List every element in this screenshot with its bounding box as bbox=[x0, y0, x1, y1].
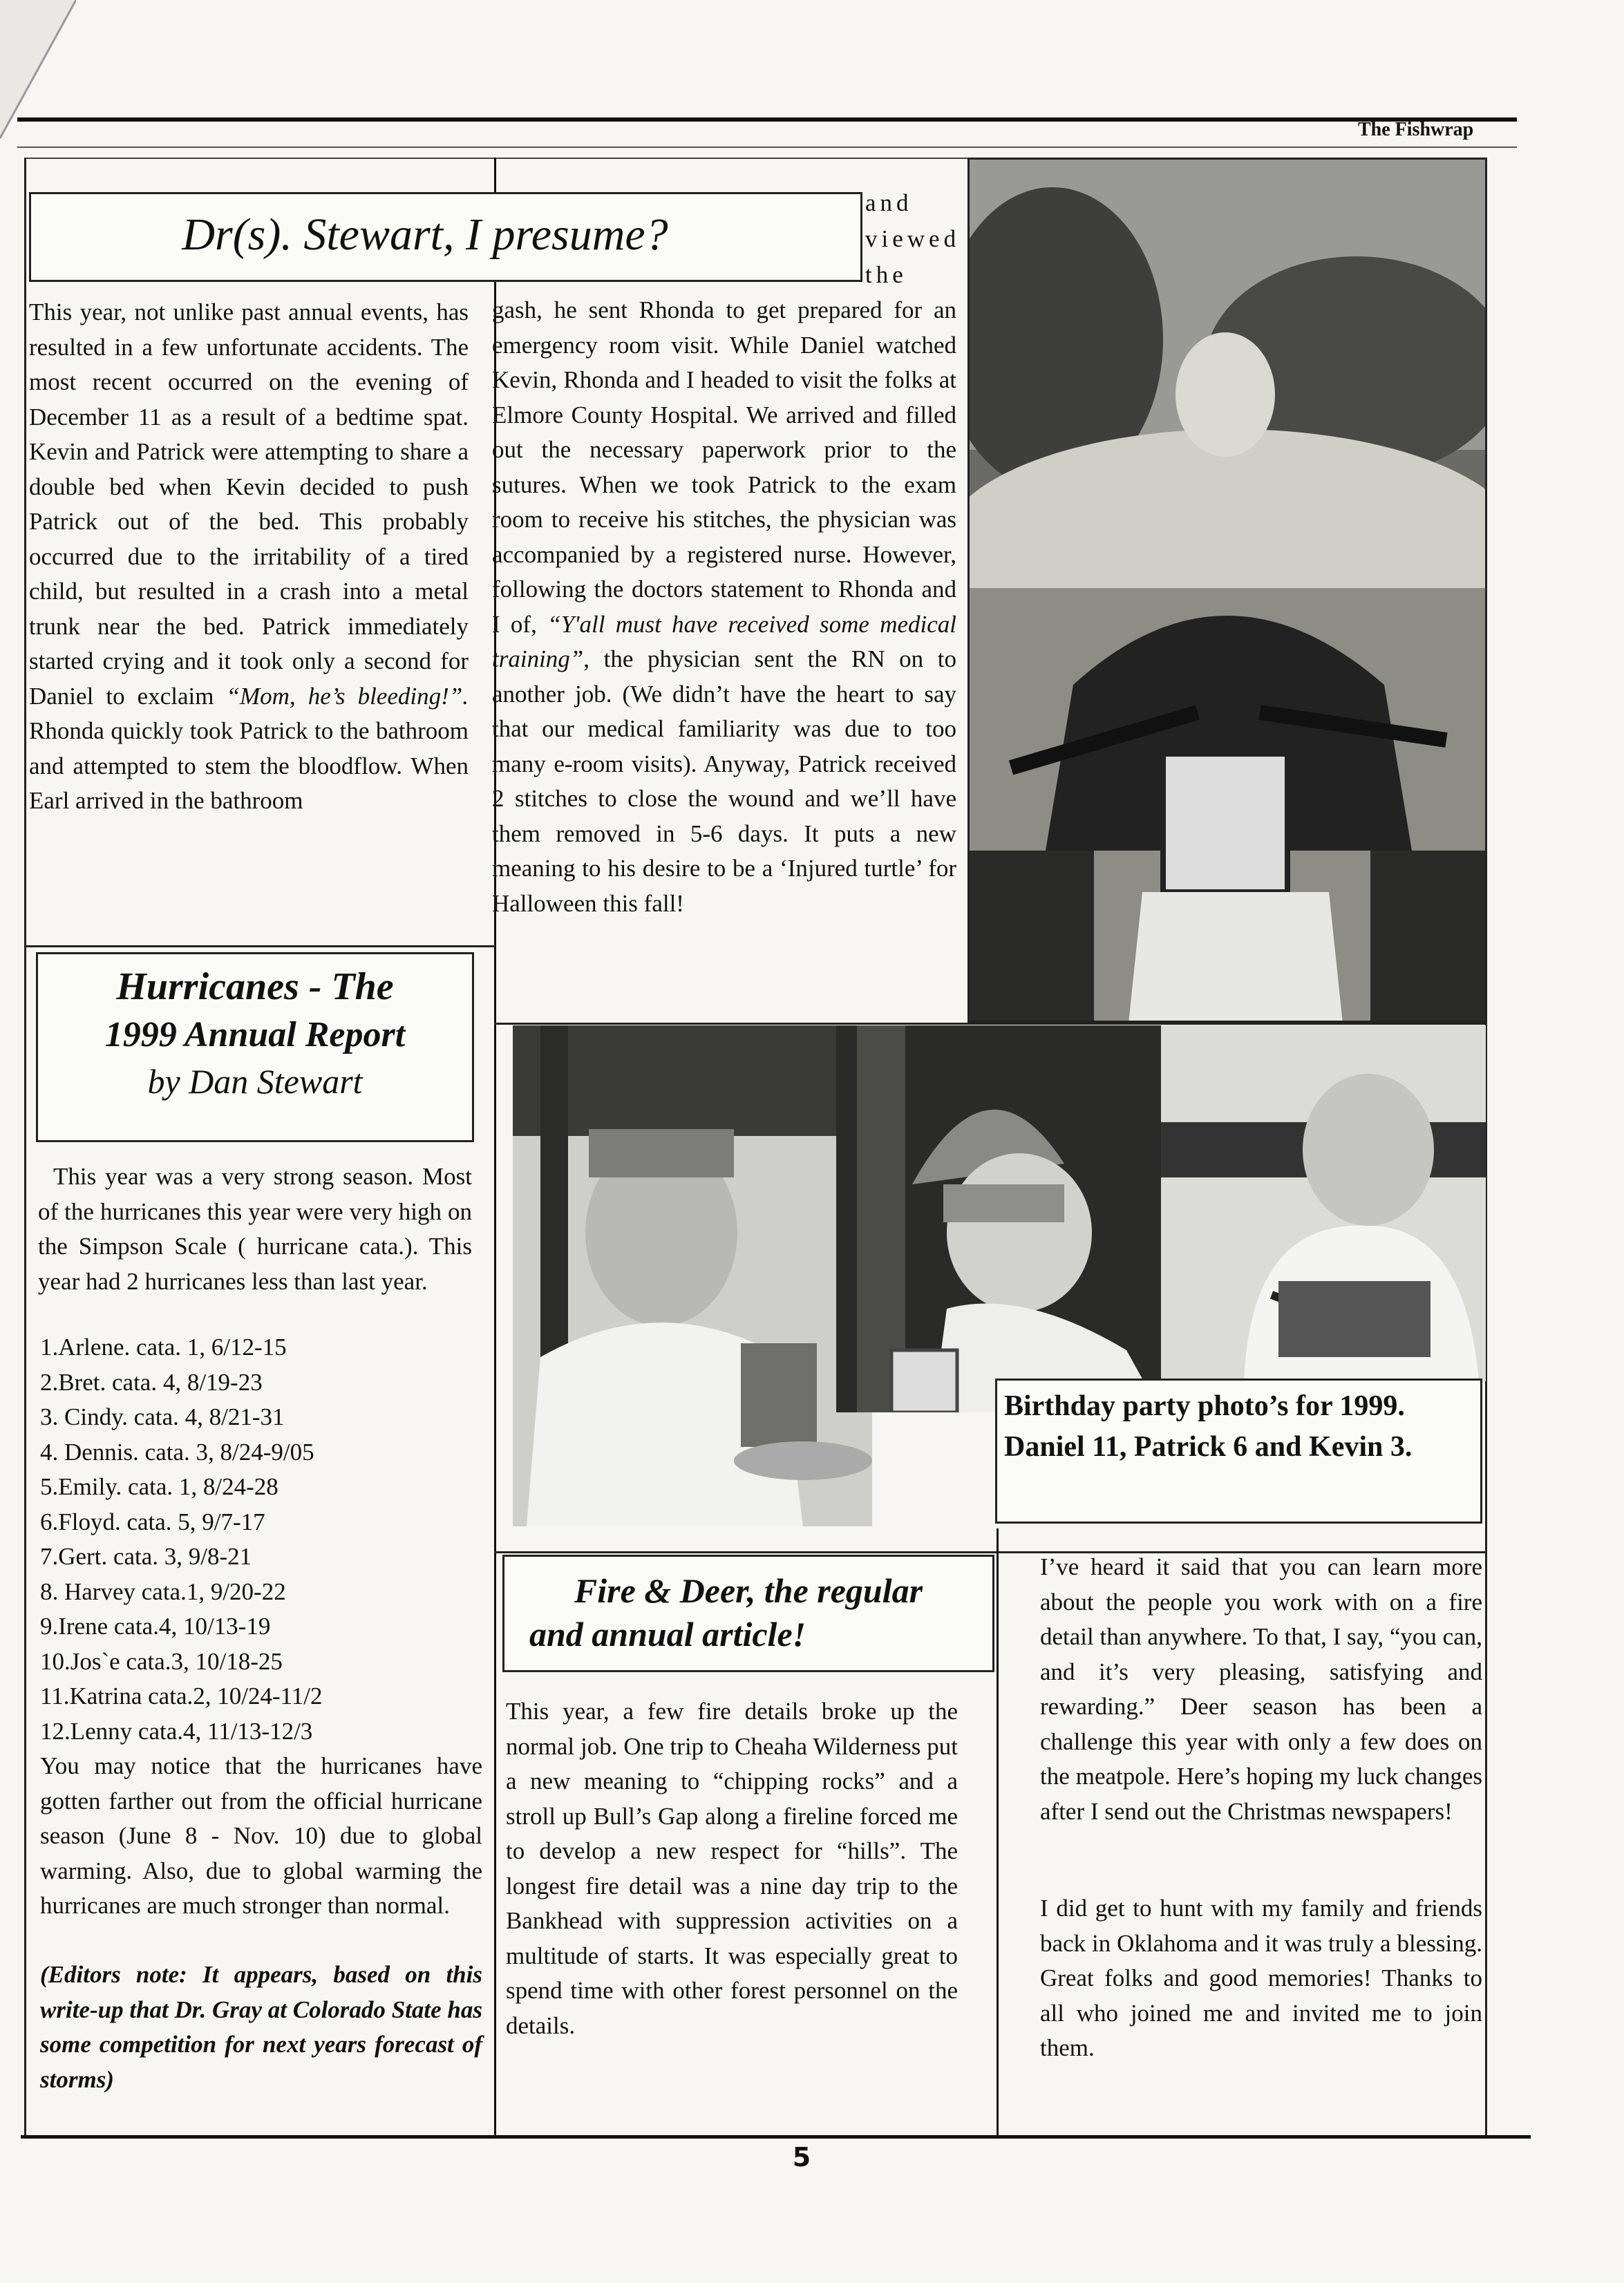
dr-article-text-2b: , the physician sent the RN on to another job. (We didn’t have the heart to say that our medical familiarity was due to too many e-room visits). Anyway, Patrick received 2 stitches to close the wound and we’ll have them removed in 5-6 days. It puts a new meaning to his desire to be a ‘Injured turtle’ for Halloween this fall! bbox=[492, 645, 956, 917]
kevin-photo-illustration bbox=[836, 1025, 1168, 1412]
dr-stewart-headline: Dr(s). Stewart, I presume? bbox=[182, 209, 668, 260]
fire-article-col1: This year, a few fire details broke up the normal job. One trip to Cheaha Wilderness put a new meaning to “chipping rocks” and a stroll up Bull’s Gap along a fireline forced me to develop a new respect for “hills”. The longest fire detail was a nine day trip to the Bankhead with suppression activities on a multitude of starts. It was especially great to spend time with other forest personnel on the details. bbox=[506, 1698, 958, 2039]
hurricane-item: 1.Arlene. cata. 1, 6/12-15 bbox=[40, 1334, 287, 1361]
hurricanes-editor-note: (Editors note: It appears, based on this write-up that Dr. Gray at Colorado State has some competition for next years forecast of storms) bbox=[40, 1961, 482, 2093]
hurricane-item: 3. Cindy. cata. 4, 8/21-31 bbox=[40, 1403, 285, 1430]
hurricanes-byline: by Dan Stewart bbox=[147, 1062, 363, 1101]
hurricane-item: 2.Bret. cata. 4, 8/19-23 bbox=[40, 1368, 263, 1396]
hurricane-item: 9.Irene cata.4, 10/13-19 bbox=[40, 1613, 271, 1640]
birthday-photo-kevin bbox=[836, 1025, 1168, 1412]
hurricanes-headline-1: Hurricanes - The bbox=[116, 965, 394, 1008]
hurricanes-headline-2: 1999 Annual Report bbox=[104, 1015, 406, 1054]
hurricanes-intro: This year was a very strong season. Most of the hurricanes this year were very high on the Simpson Scale ( hurricane cata.). This year had 2 hurricanes less than last year. bbox=[38, 1163, 472, 1295]
dr-article-col2 bbox=[492, 293, 956, 921]
daniel-photo-illustration bbox=[513, 1025, 872, 1526]
hurricanes-list bbox=[40, 1330, 469, 1749]
dr-article-text-1b: Rhonda quickly took Patrick to the bathroom and attempted to stem the bloodflow. When Earl arrived in the bathroom bbox=[29, 717, 469, 814]
column-divider-fire bbox=[997, 1528, 999, 2137]
footer-rule bbox=[21, 2135, 1531, 2139]
publication-name: The Fishwrap bbox=[1358, 119, 1474, 140]
birthday-photo-daniel bbox=[513, 1025, 872, 1526]
atv-photo bbox=[967, 158, 1487, 1023]
header-rule bbox=[17, 117, 1517, 122]
hurricane-item: 11.Katrina cata.2, 10/24-11/2 bbox=[40, 1683, 323, 1709]
hurricane-item: 10.Jos`e cata.3, 10/18-25 bbox=[40, 1647, 283, 1675]
fire-headline-1: Fire & Deer, the regular bbox=[574, 1571, 923, 1610]
dr-article-quote-2: “Y'all must have received some medical training” bbox=[492, 610, 957, 672]
hurricane-item: 5.Emily. cata. 1, 8/24-28 bbox=[40, 1473, 278, 1500]
dr-article-quote-1: “Mom, he’s bleeding!”. bbox=[226, 682, 469, 710]
patrick-photo-illustration bbox=[1161, 1025, 1486, 1381]
fire-headline-2: and annual article! bbox=[529, 1614, 806, 1654]
birthday-caption: Birthday party photo’s for 1999. Daniel 11, Patrick 6 and Kevin 3. bbox=[1004, 1390, 1413, 1463]
dr-article-text-2: gash, he sent Rhonda to get prepared for an emergency room visit. While Daniel watched Kevin, Rhonda and I headed to visit the folks at Elmore County Hospital. We arrived and filled out the necessary paperwork prior to the sutures. When we took Patrick to the exam room to receive his stitches, the physician was accompanied by a registered nurse. However, following the doctors statement to Rhonda and I of, bbox=[492, 296, 956, 638]
hurricanes-outro: You may notice that the hurricanes have gotten farther out from the official hurricane season (June 8 - Nov. 10) due to global warming. Also, due to global warming the hurricanes are much stronger than normal. bbox=[40, 1752, 482, 1919]
hurricanes-headline-box bbox=[36, 952, 474, 1142]
dr-article-text-1: This year, not unlike past annual events, has resulted in a few unfortunate accidents. The most recent occurred on the evening of December 11 as a result of a bedtime spat. Kevin and Patrick were attempting to share a double bed when Kevin decided to push Patrick out of the bed. This probably occurred due to the irritability of a tired child, but resulted in a crash into a metal trunk near the bed. Patrick immediately started crying and it took only a second for Daniel to exclaim bbox=[29, 299, 469, 710]
birthday-caption-box bbox=[995, 1379, 1482, 1524]
dr-stewart-headline-box bbox=[29, 192, 862, 282]
hurricane-item: 7.Gert. cata. 3, 9/8-21 bbox=[40, 1543, 252, 1570]
fire-headline-box bbox=[502, 1555, 994, 1672]
fire-article-col2b: I did get to hunt with my family and friends back in Oklahoma and it was truly a blessing. Great folks and good memories! Thanks to all who joined me and invited me to join them. bbox=[1040, 1895, 1482, 2061]
hurricane-item: 12.Lenny cata.4, 11/13-12/3 bbox=[40, 1717, 313, 1745]
page-number: 5 bbox=[792, 2142, 811, 2172]
hurricane-item: 8. Harvey cata.1, 9/20-22 bbox=[40, 1578, 286, 1605]
header-subrule bbox=[17, 146, 1517, 148]
birthday-photo-patrick bbox=[1161, 1025, 1486, 1381]
page-corner-fold bbox=[0, 0, 76, 145]
dr-article-col2-top: and viewed the bbox=[865, 189, 961, 288]
dr-article-col1 bbox=[29, 295, 469, 819]
hurricane-item: 6.Floyd. cata. 5, 9/7-17 bbox=[40, 1508, 265, 1535]
fire-article-col2: I’ve heard it said that you can learn more about the people you work with on a fire detail than anywhere. To that, I say, “you can, and it’s very pleasing, satisfying and rewarding.” Deer season has been a challenge this year with only a few does on the meatpole. Here’s hoping my luck changes after I send out the Christmas newspapers! bbox=[1040, 1553, 1482, 1825]
atv-photo-illustration bbox=[970, 160, 1487, 1023]
hurricane-item: 4. Dennis. cata. 3, 8/24-9/05 bbox=[40, 1438, 314, 1466]
